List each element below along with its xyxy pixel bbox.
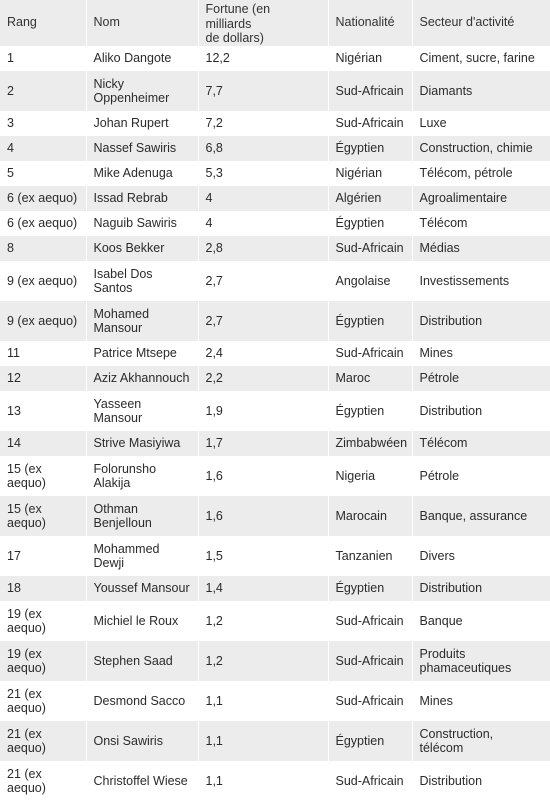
cell-rang: 3: [7, 116, 14, 131]
cell-fortune: 2,7: [198, 301, 328, 341]
cell-secteur: Construction, chimie: [412, 136, 550, 161]
header-rang: Rang: [7, 15, 37, 29]
cell-fortune: 1,2: [198, 641, 328, 681]
cell-rang: 15 (ex aequo): [7, 461, 46, 490]
cell-nom: Naguib Sawiris: [86, 211, 198, 236]
cell-nationalite: Tanzanien: [328, 536, 412, 576]
cell-rang: 21 (ex aequo): [7, 766, 46, 795]
cell-nationalite: Marocain: [328, 496, 412, 536]
cell-rang: 6 (ex aequo): [7, 191, 78, 206]
cell-nom: Desmond Sacco: [86, 681, 198, 721]
cell-nom: Nicky Oppenheimer: [86, 71, 198, 111]
table-row: [0, 161, 550, 186]
cell-nom: Stephen Saad: [86, 641, 198, 681]
table-row: [0, 641, 550, 681]
cell-nom: Michiel le Roux: [86, 601, 198, 641]
cell-nom: Christoffel Wiese: [86, 761, 198, 801]
table-row: [0, 391, 550, 431]
header-nationalite: Nationalité: [328, 0, 412, 46]
table-row: [0, 111, 550, 136]
cell-nom: Koos Bekker: [86, 236, 198, 261]
cell-secteur: Ciment, sucre, farine: [412, 46, 550, 71]
cell-secteur: Divers: [412, 536, 550, 576]
cell-rang: 2: [7, 83, 14, 98]
cell-nom: Strive Masiyiwa: [86, 431, 198, 456]
cell-fortune: 5,3: [198, 161, 328, 186]
table-row: [0, 536, 550, 576]
table-row: [0, 301, 550, 341]
cell-nationalite: Égyptien: [328, 721, 412, 761]
cell-nationalite: Égyptien: [328, 136, 412, 161]
cell-nom: Mohammed Dewji: [86, 536, 198, 576]
cell-rang: 6 (ex aequo): [7, 216, 78, 231]
cell-nom: Othman Benjelloun: [86, 496, 198, 536]
cell-secteur: Diamants: [412, 71, 550, 111]
cell-secteur: Mines: [412, 681, 550, 721]
cell-fortune: 1,6: [198, 496, 328, 536]
cell-nom: Youssef Mansour: [86, 576, 198, 601]
cell-secteur: Investissements: [412, 261, 550, 301]
cell-fortune: 7,7: [198, 71, 328, 111]
table-row: [0, 211, 550, 236]
cell-rang: 9 (ex aequo): [7, 273, 78, 288]
table-row: [0, 601, 550, 641]
cell-secteur: Distribution: [412, 576, 550, 601]
cell-rang: 14: [7, 436, 21, 451]
cell-nom: Isabel Dos Santos: [86, 261, 198, 301]
cell-secteur: Pétrole: [412, 456, 550, 496]
cell-rang: 17: [7, 548, 21, 563]
cell-nationalite: Égyptien: [328, 211, 412, 236]
table-row: [0, 456, 550, 496]
cell-nom: Mohamed Mansour: [86, 301, 198, 341]
cell-fortune: 2,7: [198, 261, 328, 301]
cell-fortune: 1,6: [198, 456, 328, 496]
cell-nom: Aziz Akhannouch: [86, 366, 198, 391]
cell-fortune: 7,2: [198, 111, 328, 136]
cell-nom: Mike Adenuga: [86, 161, 198, 186]
cell-fortune: 1,1: [198, 721, 328, 761]
cell-secteur: Télécom: [412, 211, 550, 236]
cell-fortune: 2,8: [198, 236, 328, 261]
cell-fortune: 1,5: [198, 536, 328, 576]
cell-fortune: 1,7: [198, 431, 328, 456]
cell-nom: Issad Rebrab: [86, 186, 198, 211]
cell-rang: 19 (ex aequo): [7, 606, 46, 635]
cell-secteur: Agroalimentaire: [412, 186, 550, 211]
table-row: [0, 261, 550, 301]
header-fortune: Fortune (en milliards de dollars): [198, 0, 328, 46]
cell-fortune: 1,1: [198, 681, 328, 721]
cell-rang: 8: [7, 241, 14, 256]
cell-nom: Patrice Mtsepe: [86, 341, 198, 366]
cell-nationalite: Sud-Africain: [328, 761, 412, 801]
cell-nationalite: Nigeria: [328, 456, 412, 496]
cell-nationalite: Égyptien: [328, 301, 412, 341]
cell-fortune: 4: [198, 211, 328, 236]
cell-nationalite: Sud-Africain: [328, 641, 412, 681]
cell-rang: 13: [7, 403, 21, 418]
header-secteur: Secteur d'activité: [412, 0, 550, 46]
cell-nationalite: Sud-Africain: [328, 111, 412, 136]
cell-fortune: 1,2: [198, 601, 328, 641]
cell-fortune: 2,2: [198, 366, 328, 391]
cell-secteur: Télécom: [412, 431, 550, 456]
cell-fortune: 2,4: [198, 341, 328, 366]
cell-fortune: 4: [198, 186, 328, 211]
cell-secteur: Banque: [412, 601, 550, 641]
table-row: [0, 136, 550, 161]
cell-nom: Johan Rupert: [86, 111, 198, 136]
cell-nationalite: Zimbabwéen: [328, 431, 412, 456]
table-row: [0, 681, 550, 721]
table-header: [0, 0, 550, 46]
table-row: [0, 761, 550, 801]
cell-rang: 18: [7, 581, 21, 596]
cell-fortune: 6,8: [198, 136, 328, 161]
table-row: [0, 71, 550, 111]
cell-secteur: Distribution: [412, 391, 550, 431]
cell-nationalite: Nigérian: [328, 46, 412, 71]
cell-rang: 15 (ex aequo): [7, 501, 46, 530]
table-row: [0, 186, 550, 211]
cell-nationalite: Nigérian: [328, 161, 412, 186]
cell-nom: Onsi Sawiris: [86, 721, 198, 761]
cell-secteur: Luxe: [412, 111, 550, 136]
cell-rang: 21 (ex aequo): [7, 686, 46, 715]
cell-nom: Nassef Sawiris: [86, 136, 198, 161]
cell-secteur: Distribution: [412, 761, 550, 801]
cell-secteur: Distribution: [412, 301, 550, 341]
table-row: [0, 366, 550, 391]
cell-secteur: Banque, assurance: [412, 496, 550, 536]
table-row: [0, 576, 550, 601]
cell-nationalite: Égyptien: [328, 576, 412, 601]
cell-nationalite: Sud-Africain: [328, 341, 412, 366]
cell-rang: 19 (ex aequo): [7, 646, 46, 675]
cell-secteur: Produits phamaceutiques: [412, 641, 550, 681]
cell-nationalite: Sud-Africain: [328, 71, 412, 111]
cell-nationalite: Sud-Africain: [328, 681, 412, 721]
table-row: [0, 496, 550, 536]
table-row: [0, 236, 550, 261]
cell-secteur: Télécom, pétrole: [412, 161, 550, 186]
cell-rang: 21 (ex aequo): [7, 726, 46, 755]
cell-nationalite: Égyptien: [328, 391, 412, 431]
cell-nationalite: Sud-Africain: [328, 236, 412, 261]
cell-fortune: 1,4: [198, 576, 328, 601]
cell-fortune: 1,1: [198, 761, 328, 801]
cell-nationalite: Maroc: [328, 366, 412, 391]
cell-rang: 4: [7, 141, 14, 156]
cell-secteur: Médias: [412, 236, 550, 261]
cell-secteur: Mines: [412, 341, 550, 366]
cell-fortune: 1,9: [198, 391, 328, 431]
cell-rang: 5: [7, 166, 14, 181]
cell-fortune: 12,2: [198, 46, 328, 71]
cell-rang: 12: [7, 371, 21, 386]
cell-secteur: Construction, télécom: [412, 721, 550, 761]
cell-secteur: Pétrole: [412, 366, 550, 391]
table-row: [0, 341, 550, 366]
table-body: [0, 46, 550, 801]
header-nom: Nom: [86, 0, 198, 46]
cell-nationalite: Angolaise: [328, 261, 412, 301]
header-row: [0, 0, 550, 46]
cell-nom: Folorunsho Alakija: [86, 456, 198, 496]
table-row: [0, 721, 550, 761]
cell-rang: 9 (ex aequo): [7, 313, 78, 328]
cell-nationalite: Sud-Africain: [328, 601, 412, 641]
cell-rang: 1: [7, 51, 14, 66]
cell-nationalite: Algérien: [328, 186, 412, 211]
table-row: [0, 431, 550, 456]
cell-nom: Aliko Dangote: [86, 46, 198, 71]
cell-nom: Yasseen Mansour: [86, 391, 198, 431]
cell-rang: 11: [7, 346, 20, 361]
table-row: [0, 46, 550, 71]
